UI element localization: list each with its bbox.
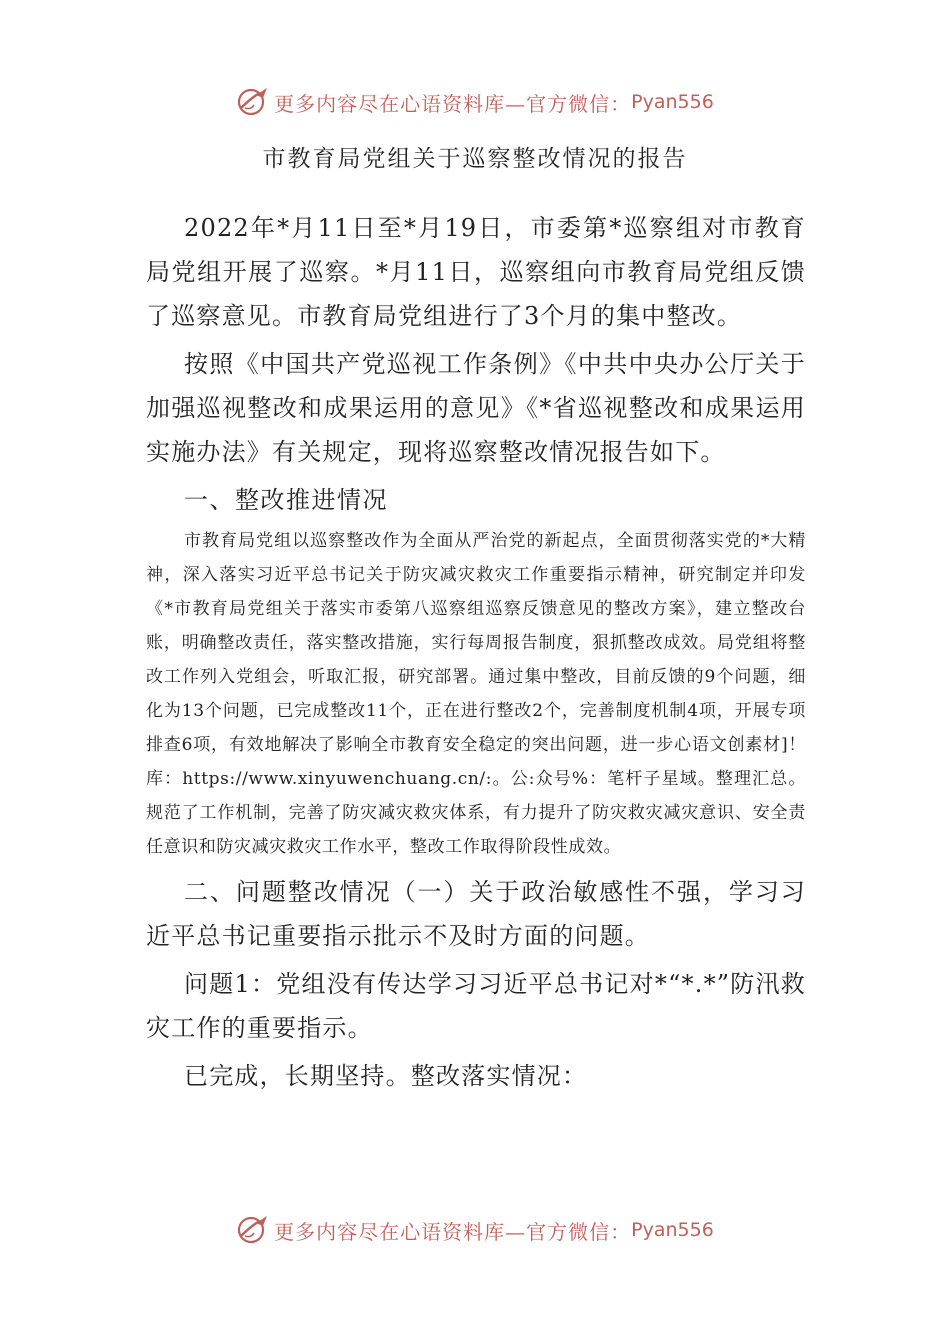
footer-banner	[0, 1210, 950, 1250]
brush-logo-icon	[236, 85, 270, 119]
brush-logo-icon	[236, 1213, 270, 1247]
basis-paragraph: 按照《中国共产党巡视工作条例》《中共中央办公厅关于加强巡视整改和成果运用的意见》《*省巡视整改和成果运用实施办法》有关规定，现将巡察整改情况报告如下。	[146, 350, 806, 466]
banner-text: 更多内容尽在心语资料库—官方微信：	[274, 1219, 632, 1244]
banner-text: 更多内容尽在心语资料库—官方微信：	[274, 91, 632, 116]
header-banner	[0, 82, 950, 122]
document-title: 市教育局党组关于巡察整改情况的报告	[262, 146, 688, 172]
banner-wechat-id: Pyan556	[631, 1219, 714, 1241]
document-body	[146, 206, 806, 1102]
status-paragraph: 已完成，长期坚持。整改落实情况：	[184, 1062, 588, 1090]
intro-paragraph: 2022年*月11日至*月19日，市委第*巡察组对市教育局党组开展了巡察。*月11日，巡察组向市教育局党组反馈了巡察意见。市教育局党组进行了3个月的集中整改。	[146, 214, 806, 330]
banner-wechat-id: Pyan556	[631, 91, 714, 113]
section-heading-1: 一、整改推进情况	[184, 486, 388, 514]
problem-1-paragraph: 问题1：党组没有传达学习习近平总书记对*“*.*”防汛救灾工作的重要指示。	[146, 970, 806, 1042]
section-heading-2-paragraph: 二、问题整改情况（一）关于政治敏感性不强，学习习近平总书记重要指示批示不及时方面的问题。	[146, 878, 806, 950]
progress-paragraph: 市教育局党组以巡察整改作为全面从严治党的新起点，全面贯彻落实党的*大精神，深入落实习近平总书记关于防灾减灾救灾工作重要指示精神，研究制定并印发《*市教育局党组关于落实市委第八巡察组巡察反馈意见的整改方案》，建立整改台账，明确整改责任，落实整改措施，实行每周报告制度，狠抓整改成效。局党组将整改工作列入党组会，听取汇报，研究部署。通过集中整改，目前反馈的9个问题，细化为13个问题，已完成整改11个，正在进行整改2个，完善制度机制4项，开展专项排查6项，有效地解决了影响全市教育安全稳定的突出问题，进一步心语文创素材]！库：https://www.xinyuwenchuang.cn/:。公:众号%：笔杆子星域。整理汇总。规范了工作机制，完善了防灾减灾救灾体系，有力提升了防灾救灾减灾意识、安全责任意识和防灾减灾救灾工作水平，整改工作取得阶段性成效。	[146, 531, 806, 857]
